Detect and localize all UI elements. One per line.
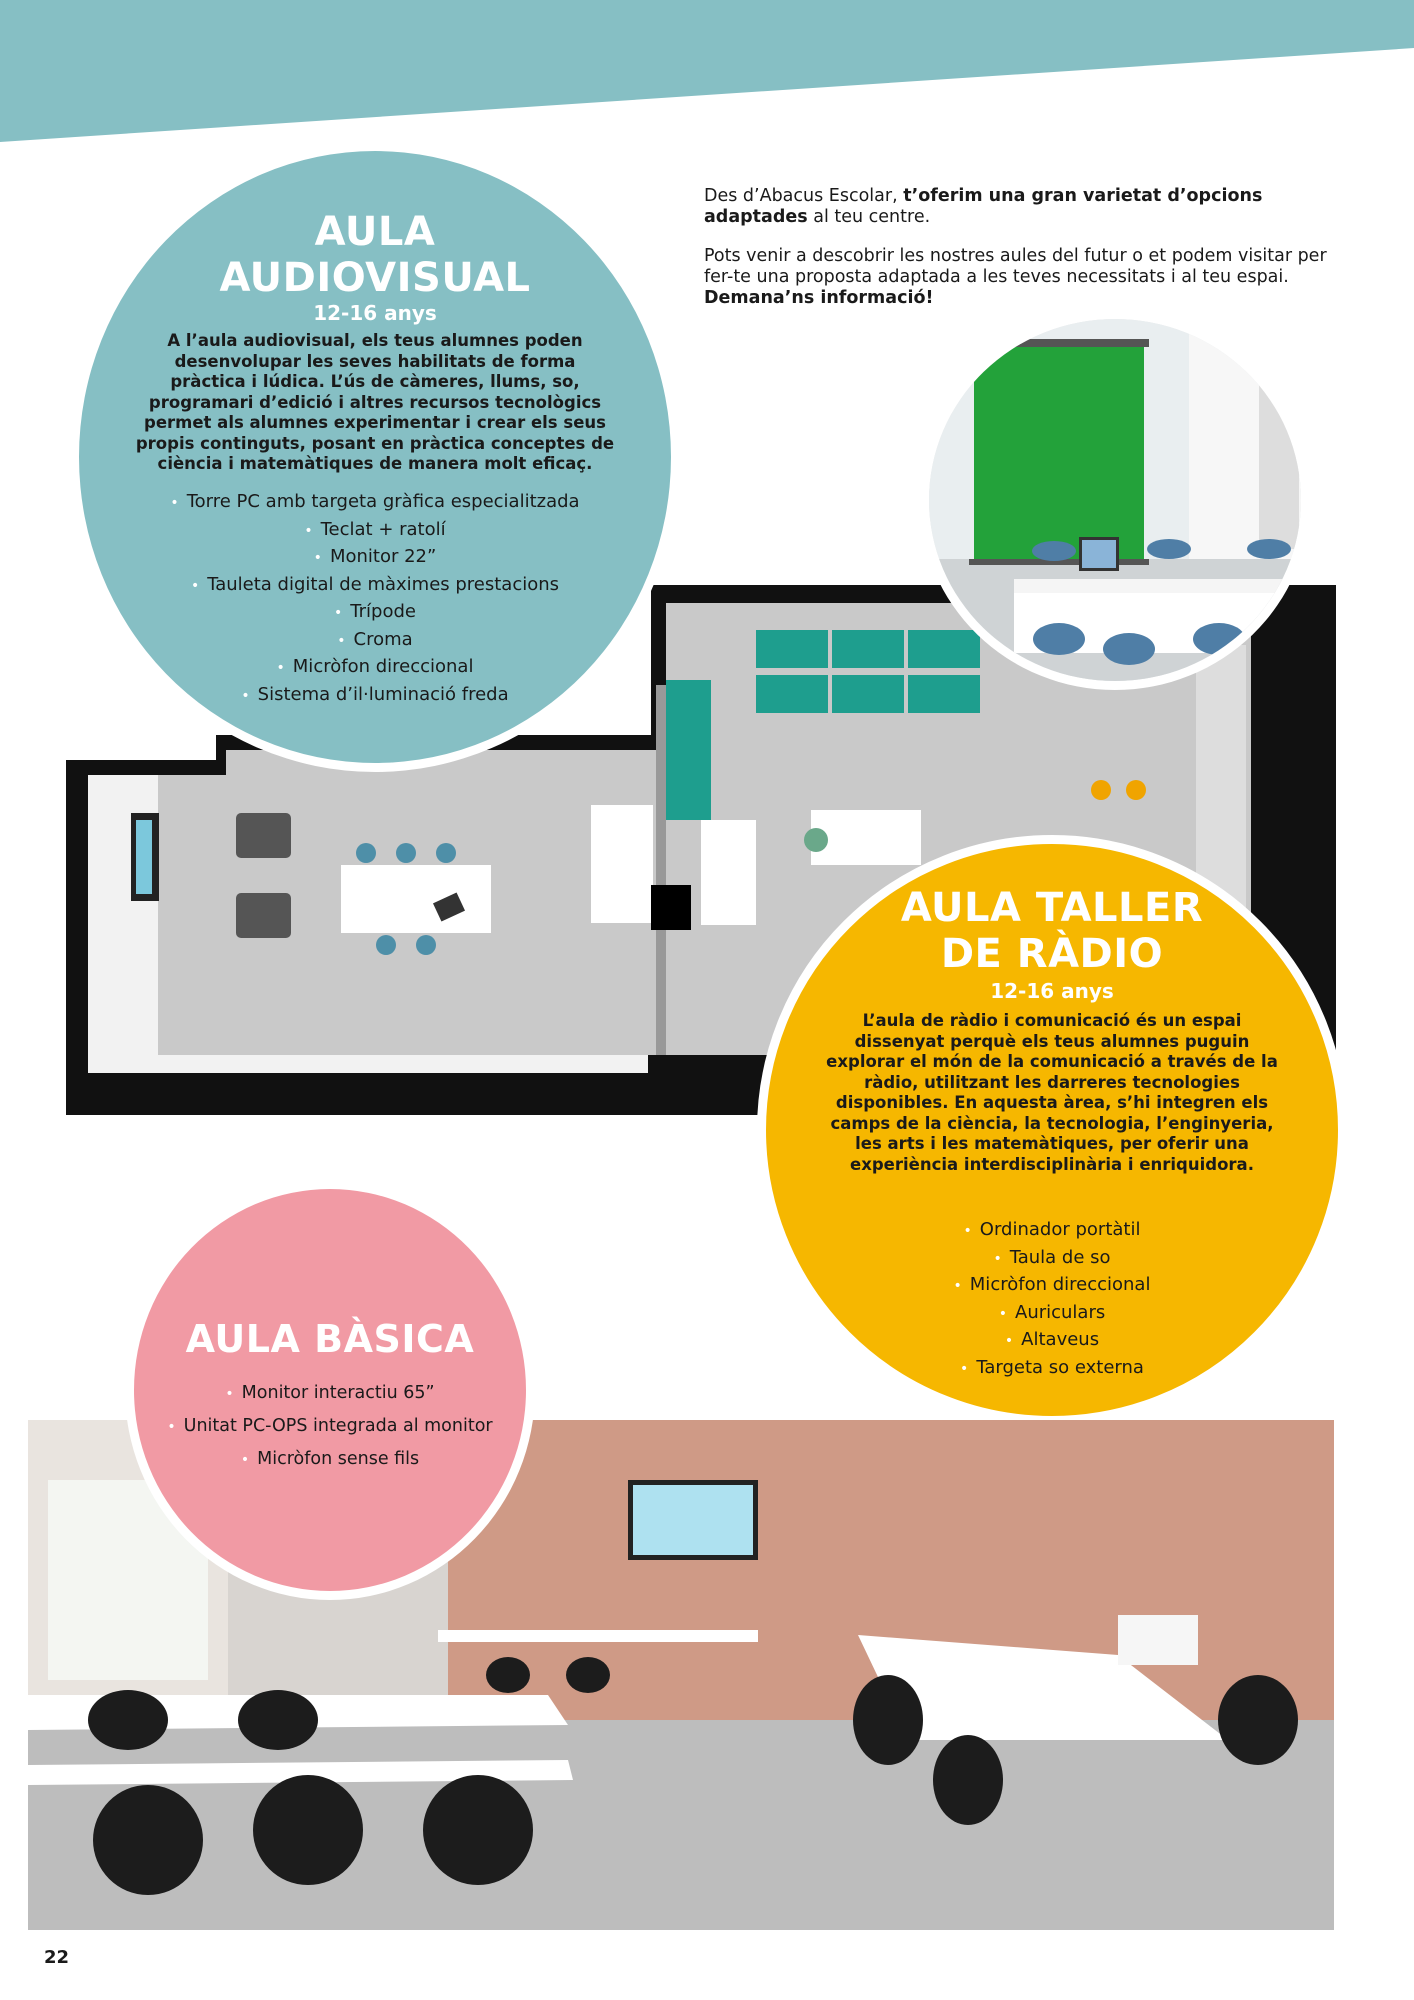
radio-title-line1: AULA TALLER: [900, 885, 1204, 931]
radio-section: [757, 835, 1347, 1425]
list-item: • Micròfon sense fils: [240, 1449, 420, 1469]
list-item: • Monitor 22”: [313, 546, 437, 567]
audiovisual-title-line2: AUDIOVISUAL: [219, 255, 531, 301]
list-item: • Croma: [337, 628, 413, 650]
list-item: • Tauleta digital de màximes prestacions: [190, 573, 560, 595]
list-item: • Targeta so externa: [960, 1356, 1144, 1378]
basic-title: AULA BÀSICA: [185, 1317, 475, 1361]
list-item: • Unitat PC-OPS integrada al monitor: [167, 1416, 493, 1436]
audiovisual-title: [79, 209, 671, 301]
list-item: • Torre PC amb targeta gràfica especialitzada: [170, 491, 580, 512]
intro-paragraph-2: Pots venir a descobrir les nostres aules del futur o et podem visitar per fer-te una proposta adaptada a les teves necessitats i al teu espai. Demana’ns informació!: [704, 246, 1327, 308]
list-item: • Taula de so: [993, 1246, 1111, 1268]
radio-description: L’aula de ràdio i comunicació és un espai dissenyat perquè els teus alumnes puguin explorar el món de la comunicació a través de la ràdio, utilitzant les darreres tecnologies disponibles. En aquesta àrea, s’hi integren els camps de la ciència, la tecnologia, l’enginyeria, les arts i les matemàtiques, per oferir una experiència interdisciplinària i enriquidora.: [826, 1011, 1278, 1174]
list-item: • Ordinador portàtil: [963, 1219, 1141, 1240]
intro-text: [704, 186, 1344, 327]
list-item: • Auriculars: [998, 1301, 1106, 1323]
audiovisual-age: 12-16 anys: [313, 301, 437, 325]
audiovisual-description: A l’aula audiovisual, els teus alumnes poden desenvolupar les seves habilitats de forma pràctica i lúdica. L’ús de càmeres, llums, so, programari d’edició i altres recursos tecnològics permet als alumnes experimentar i crear els seus propis continguts, posant en pràctica conceptes de ciència i matemàtiques de manera molt eficaç.: [135, 331, 615, 473]
radio-title-line2: DE RÀDIO: [940, 931, 1164, 977]
radio-title: [766, 885, 1338, 977]
list-item: • Micròfon direccional: [953, 1274, 1151, 1295]
list-item: • Sistema d’il·luminació freda: [241, 683, 509, 705]
basic-equipment-list: [144, 1377, 516, 1476]
audiovisual-photo: [920, 310, 1310, 690]
intro-paragraph-1: Des d’Abacus Escolar, t’oferim una gran varietat d’opcions adaptades al teu centre.: [704, 186, 1263, 227]
radio-equipment-list: [826, 1216, 1278, 1381]
basic-section: [125, 1180, 535, 1600]
page-number: 22: [44, 1947, 70, 1968]
audiovisual-title-line1: AULA: [314, 209, 436, 255]
green-screen-photo: [929, 319, 1309, 689]
list-item: • Altaveus: [1004, 1329, 1100, 1350]
audiovisual-section: [70, 142, 680, 772]
list-item: • Monitor interactiu 65”: [225, 1383, 435, 1403]
top-banner: [0, 0, 1414, 145]
list-item: • Teclat + ratolí: [304, 518, 446, 540]
list-item: • Micròfon direccional: [276, 656, 474, 677]
radio-age: 12-16 anys: [990, 979, 1114, 1003]
audiovisual-equipment-list: [119, 488, 631, 708]
list-item: • Trípode: [334, 601, 416, 622]
